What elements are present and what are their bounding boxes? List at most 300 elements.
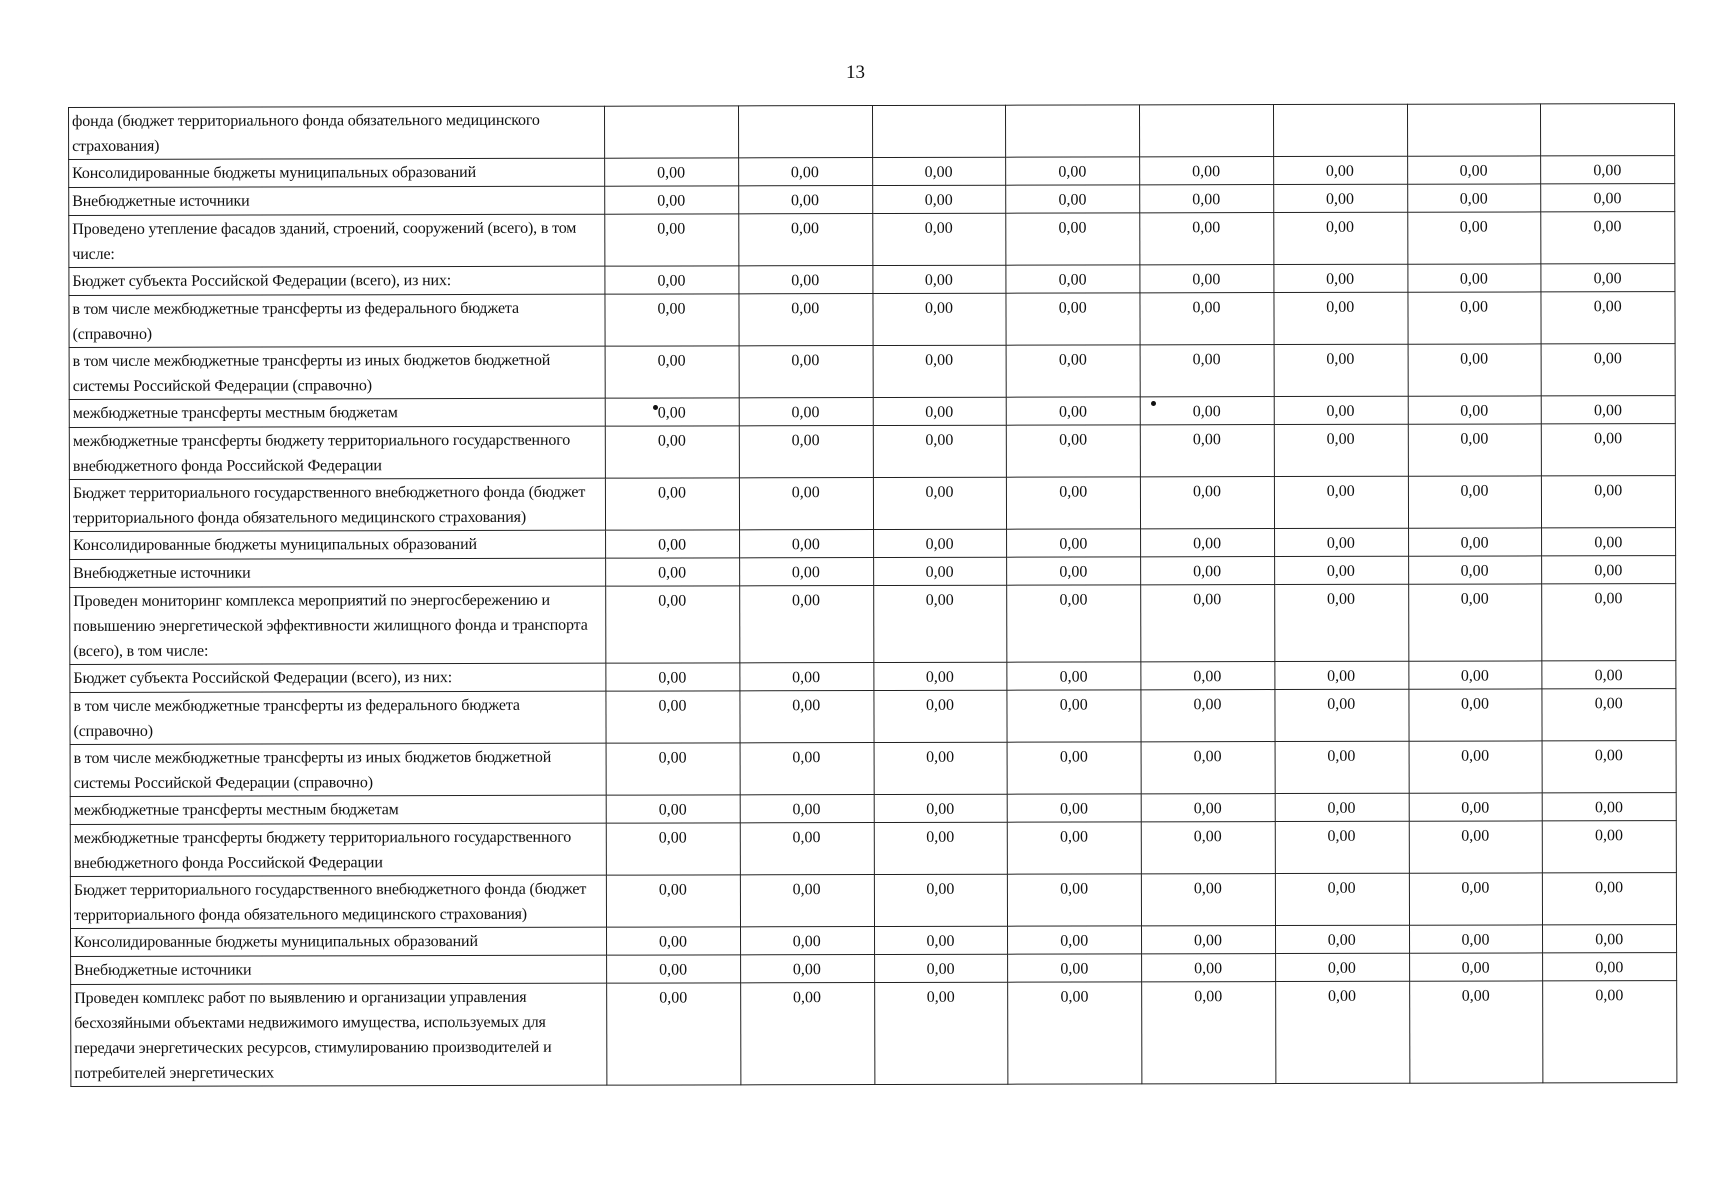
- value-cell: [1541, 212, 1675, 264]
- value-cell: [740, 823, 874, 875]
- value-text: 0,00: [659, 961, 688, 979]
- value-text: 0,00: [658, 592, 687, 610]
- value-cell: [1541, 396, 1675, 424]
- row-label: Консолидированные бюджеты муниципальных образований: [69, 158, 605, 187]
- value-cell: [1408, 661, 1542, 689]
- value-text: 0,00: [1058, 271, 1087, 289]
- value-cell: [605, 158, 739, 186]
- value-cell: [1141, 662, 1275, 690]
- value-text: 0,00: [792, 697, 821, 715]
- value-text: 0,00: [1059, 431, 1088, 449]
- row-label: фонда (бюджет территориального фонда обязательного медицинского страхования): [69, 106, 605, 159]
- value-text: 0,00: [791, 404, 820, 422]
- value-cell: [1274, 212, 1408, 264]
- value-text: 0,00: [1058, 219, 1087, 237]
- value-cell: [1541, 292, 1675, 344]
- value-cell: [1140, 185, 1274, 213]
- value-text: 0,00: [1460, 482, 1489, 500]
- value-cell: [1142, 954, 1276, 982]
- value-cell: [1006, 265, 1140, 293]
- value-text: 0,00: [925, 351, 954, 369]
- value-cell: [1007, 477, 1141, 529]
- budget-table-body: [69, 104, 1677, 1087]
- value-cell: [1008, 822, 1142, 874]
- value-text: 0,00: [1193, 800, 1222, 818]
- value-cell: [1140, 345, 1274, 397]
- value-text: 0,00: [657, 300, 686, 318]
- value-text: 0,00: [1461, 799, 1490, 817]
- page-number: 13: [846, 62, 865, 83]
- value-text: 0,00: [1058, 163, 1087, 181]
- value-text: 0,00: [1459, 298, 1489, 316]
- value-cell: [606, 823, 740, 875]
- value-cell: [738, 158, 872, 186]
- table-row: [70, 584, 1676, 665]
- value-text: 0,00: [926, 932, 955, 950]
- table-row: [71, 953, 1677, 985]
- value-text: 0,00: [1327, 747, 1356, 765]
- value-cell: [1140, 397, 1274, 425]
- value-cell: [874, 742, 1008, 794]
- value-text: 0,00: [1059, 591, 1088, 609]
- row-label: межбюджетные трансферты местным бюджетам: [69, 398, 605, 427]
- value-cell: [1140, 293, 1274, 345]
- value-text: 0,00: [1059, 668, 1088, 686]
- budget-table: [68, 103, 1677, 1087]
- row-label: в том числе межбюджетные трансферты из иных бюджетов бюджетной системы Российской Федерации (справочно): [69, 346, 605, 399]
- value-text: 0,00: [1059, 748, 1088, 766]
- value-text: 0,00: [925, 483, 954, 501]
- row-label: Бюджет субъекта Российской Федерации (всего), из них:: [69, 266, 605, 295]
- value-cell: [740, 983, 874, 1085]
- value-cell: [1275, 821, 1409, 873]
- value-text: 0,00: [1192, 191, 1221, 209]
- row-label: Бюджет территориального государственного внебюджетного фонда (бюджет территориального фонда обязательного медицинского страхования): [69, 478, 605, 531]
- value-cell: [606, 795, 740, 823]
- value-cell: [873, 690, 1007, 742]
- value-cell: [1275, 793, 1409, 821]
- value-text: 0,00: [792, 961, 821, 979]
- value-text: 0,00: [1460, 350, 1489, 368]
- value-cell: [1006, 293, 1140, 345]
- value-text: 0,00: [1595, 931, 1624, 949]
- value-text: 0,00: [1594, 799, 1623, 817]
- table-row: [70, 661, 1676, 693]
- value-text: 0,00: [1192, 483, 1221, 501]
- value-cell: [739, 346, 873, 398]
- value-cell: [1408, 584, 1542, 661]
- value-text: 0,00: [657, 484, 686, 502]
- value-text: 0,00: [1192, 299, 1221, 317]
- value-text: 0,00: [925, 535, 954, 553]
- value-text: 0,00: [1593, 162, 1622, 180]
- value-cell: [605, 398, 739, 426]
- table-row: [70, 821, 1676, 877]
- value-cell: [872, 265, 1006, 293]
- value-cell: [1274, 424, 1408, 476]
- value-text: 0,00: [792, 829, 821, 847]
- value-cell: [740, 927, 874, 955]
- value-cell: [1006, 213, 1140, 265]
- value-cell: [1275, 661, 1409, 689]
- value-text: 0,00: [1192, 271, 1221, 289]
- value-cell: [1141, 557, 1275, 585]
- value-cell: [1409, 953, 1543, 981]
- value-text: 0,00: [1461, 747, 1490, 765]
- value-cell: [739, 398, 873, 426]
- value-text: 0,00: [658, 801, 687, 819]
- value-cell: [739, 586, 873, 663]
- value-text: 0,00: [1325, 162, 1354, 180]
- table-row: [69, 156, 1675, 188]
- value-text: 0,00: [1058, 299, 1087, 317]
- table-row: [70, 528, 1676, 560]
- value-text: 0,00: [659, 933, 688, 951]
- value-cell: [1542, 661, 1676, 689]
- value-text: 0,00: [657, 404, 686, 422]
- value-cell: [1142, 982, 1276, 1084]
- value-text: 0,00: [1594, 590, 1623, 608]
- value-cell: [1275, 741, 1409, 793]
- value-text: 0,00: [1461, 879, 1490, 897]
- value-text: 0,00: [1327, 827, 1356, 845]
- value-cell: [1409, 821, 1543, 873]
- value-cell: [872, 185, 1006, 213]
- value-cell: [1007, 742, 1141, 794]
- value-text: 0,00: [790, 192, 820, 210]
- row-label: Консолидированные бюджеты муниципальных образований: [71, 927, 607, 956]
- value-text: 0,00: [1461, 931, 1490, 949]
- value-cell: [872, 293, 1006, 345]
- value-text: 0,00: [1460, 562, 1489, 580]
- value-cell: [1140, 265, 1274, 293]
- scan-speck: [1151, 401, 1156, 406]
- value-text: 0,00: [1595, 879, 1624, 897]
- value-text: 0,00: [1459, 190, 1488, 208]
- table-row: [70, 689, 1676, 745]
- value-text: 0,00: [1326, 534, 1355, 552]
- value-text: 0,00: [790, 164, 819, 182]
- value-cell: [873, 345, 1007, 397]
- value-cell: [1541, 344, 1675, 396]
- value-cell: [606, 530, 740, 558]
- table-row: [70, 556, 1676, 588]
- value-text: 0,00: [925, 563, 954, 581]
- value-text: 0,00: [791, 484, 820, 502]
- value-cell: [873, 662, 1007, 690]
- value-text: 0,00: [1595, 959, 1624, 977]
- table-row: [69, 424, 1675, 480]
- value-cell: [1007, 690, 1141, 742]
- value-text: 0,00: [1593, 270, 1622, 288]
- value-text: 0,00: [926, 828, 955, 846]
- value-text: 0,00: [1326, 402, 1355, 420]
- table-row: [69, 396, 1675, 428]
- value-cell: [1408, 424, 1542, 476]
- value-text: 0,00: [792, 933, 821, 951]
- value-cell: [1006, 185, 1140, 213]
- value-cell: [739, 214, 873, 266]
- value-text: 0,00: [1327, 959, 1356, 977]
- value-cell: [1273, 156, 1407, 184]
- value-text: 0,00: [1593, 190, 1622, 208]
- value-text: 0,00: [1593, 298, 1622, 316]
- value-text: 0,00: [1193, 535, 1222, 553]
- value-cell: [606, 558, 740, 586]
- value-cell: [1008, 982, 1142, 1084]
- value-text: 0,00: [1461, 987, 1490, 1005]
- value-text: 0,00: [792, 989, 821, 1007]
- value-text: 0,00: [792, 669, 821, 687]
- table-row: [71, 981, 1677, 1087]
- value-cell: [1542, 689, 1676, 741]
- value-cell: [1409, 873, 1543, 925]
- value-text: 0,00: [658, 697, 687, 715]
- value-text: 0,00: [1058, 351, 1087, 369]
- value-cell: [605, 214, 739, 266]
- value-text: 0,00: [1326, 218, 1355, 236]
- row-label: Проведен комплекс работ по выявлению и организации управления бесхозяйными объектами недвижимого имущества, используемых для передачи энергетических ресурсов, стимулированию производителей и потребителей энергетических: [71, 983, 607, 1086]
- value-cell: [607, 927, 741, 955]
- value-cell: [1007, 585, 1141, 662]
- value-cell: [1409, 981, 1543, 1083]
- value-text: 0,00: [925, 403, 954, 421]
- value-cell: [874, 982, 1008, 1084]
- value-cell: [1543, 953, 1677, 981]
- value-text: 0,00: [1326, 562, 1355, 580]
- table-row: [71, 925, 1677, 957]
- value-text: 0,00: [1193, 748, 1222, 766]
- value-cell: [1139, 105, 1273, 157]
- value-cell: [740, 795, 874, 823]
- value-cell: [1141, 794, 1275, 822]
- value-text: 0,00: [1194, 932, 1223, 950]
- table-row: [69, 292, 1675, 348]
- value-cell: [605, 294, 739, 346]
- value-text: 0,00: [1460, 402, 1489, 420]
- value-cell: [1274, 264, 1408, 292]
- value-cell: [1008, 954, 1142, 982]
- value-cell: [607, 983, 741, 1085]
- table-row: [69, 264, 1675, 296]
- value-cell: [1542, 793, 1676, 821]
- value-text: 0,00: [1595, 827, 1624, 845]
- value-text: 0,00: [1460, 695, 1489, 713]
- value-cell: [738, 106, 872, 158]
- value-text: 0,00: [1460, 430, 1489, 448]
- value-text: 0,00: [924, 191, 953, 209]
- value-text: 0,00: [1327, 879, 1356, 897]
- value-cell: [739, 426, 873, 478]
- value-cell: [1543, 981, 1677, 1083]
- value-cell: [1141, 690, 1275, 742]
- row-label: Внебюджетные источники: [71, 955, 607, 984]
- value-text: 0,00: [925, 431, 954, 449]
- row-label: в том числе межбюджетные трансферты из федерального бюджета (справочно): [69, 294, 605, 347]
- value-text: 0,00: [1326, 482, 1355, 500]
- value-cell: [1008, 926, 1142, 954]
- value-cell: [872, 213, 1006, 265]
- value-text: 0,00: [1059, 696, 1088, 714]
- value-cell: [1274, 584, 1408, 661]
- value-text: 0,00: [1326, 590, 1355, 608]
- value-text: 0,00: [924, 271, 953, 289]
- row-label: Консолидированные бюджеты муниципальных образований: [70, 530, 606, 559]
- value-cell: [740, 955, 874, 983]
- scan-speck: [653, 405, 658, 410]
- value-cell: [739, 558, 873, 586]
- value-text: 0,00: [1193, 591, 1222, 609]
- value-cell: [604, 106, 738, 158]
- value-text: 0,00: [659, 989, 688, 1007]
- value-cell: [1407, 292, 1541, 344]
- value-text: 0,00: [1060, 828, 1089, 846]
- value-text: 0,00: [1327, 987, 1356, 1005]
- value-text: 0,00: [658, 749, 687, 767]
- value-text: 0,00: [657, 432, 686, 450]
- value-cell: [739, 266, 873, 294]
- value-cell: [1542, 741, 1676, 793]
- value-cell: [1006, 157, 1140, 185]
- row-label: межбюджетные трансферты бюджету территориального государственного внебюджетного фонда Российской Федерации: [70, 823, 606, 876]
- value-text: 0,00: [1059, 800, 1088, 818]
- value-cell: [739, 478, 873, 530]
- value-cell: [1543, 873, 1677, 925]
- value-cell: [874, 822, 1008, 874]
- row-label: межбюджетные трансферты местным бюджетам: [70, 795, 606, 824]
- value-text: 0,00: [657, 220, 686, 238]
- table-row: [69, 476, 1675, 532]
- value-cell: [606, 691, 740, 743]
- value-text: 0,00: [1460, 534, 1489, 552]
- value-cell: [740, 691, 874, 743]
- value-text: 0,00: [926, 748, 955, 766]
- value-cell: [739, 530, 873, 558]
- value-cell: [1140, 477, 1274, 529]
- value-text: 0,00: [1059, 483, 1088, 501]
- row-label: Внебюджетные источники: [70, 558, 606, 587]
- value-text: 0,00: [791, 432, 820, 450]
- value-cell: [607, 955, 741, 983]
- value-text: 0,00: [657, 192, 686, 210]
- value-cell: [1541, 104, 1675, 156]
- value-cell: [1408, 476, 1542, 528]
- value-text: 0,00: [1325, 190, 1355, 208]
- value-cell: [739, 294, 873, 346]
- value-cell: [1408, 528, 1542, 556]
- value-text: 0,00: [1327, 931, 1356, 949]
- value-cell: [1007, 529, 1141, 557]
- value-text: 0,00: [1193, 828, 1222, 846]
- value-cell: [874, 954, 1008, 982]
- value-cell: [1274, 556, 1408, 584]
- table-row: [69, 212, 1675, 268]
- value-text: 0,00: [1595, 987, 1624, 1005]
- value-text: 0,00: [1326, 350, 1355, 368]
- value-cell: [1007, 425, 1141, 477]
- value-text: 0,00: [658, 829, 687, 847]
- value-cell: [1408, 344, 1542, 396]
- value-text: 0,00: [1594, 430, 1623, 448]
- value-cell: [740, 743, 874, 795]
- value-text: 0,00: [1059, 563, 1088, 581]
- value-cell: [1407, 156, 1541, 184]
- value-text: 0,00: [791, 300, 820, 318]
- value-cell: [873, 425, 1007, 477]
- value-cell: [1140, 213, 1274, 265]
- value-text: 0,00: [791, 220, 820, 238]
- value-text: 0,00: [1594, 667, 1623, 685]
- value-text: 0,00: [1194, 960, 1223, 978]
- value-cell: [1008, 874, 1142, 926]
- value-text: 0,00: [791, 352, 820, 370]
- value-text: 0,00: [924, 299, 954, 317]
- table-row: [70, 741, 1676, 797]
- value-cell: [1408, 396, 1542, 424]
- value-text: 0,00: [792, 881, 821, 899]
- value-cell: [606, 743, 740, 795]
- value-cell: [1541, 264, 1675, 292]
- value-text: 0,00: [658, 669, 687, 687]
- value-cell: [1408, 556, 1542, 584]
- value-text: 0,00: [926, 800, 955, 818]
- value-text: 0,00: [1058, 191, 1087, 209]
- value-cell: [873, 557, 1007, 585]
- value-cell: [1141, 874, 1275, 926]
- value-text: 0,00: [1594, 562, 1623, 580]
- value-text: 0,00: [657, 272, 686, 290]
- value-cell: [1542, 556, 1676, 584]
- value-cell: [605, 186, 739, 214]
- value-text: 0,00: [1193, 668, 1222, 686]
- value-text: 0,00: [1060, 880, 1089, 898]
- value-cell: [1275, 689, 1409, 741]
- value-text: 0,00: [658, 536, 687, 554]
- value-cell: [605, 426, 739, 478]
- value-cell: [606, 663, 740, 691]
- value-cell: [1542, 476, 1676, 528]
- row-label: межбюджетные трансферты бюджету территориального государственного внебюджетного фонда Российской Федерации: [69, 426, 605, 479]
- value-cell: [1541, 184, 1675, 212]
- value-text: 0,00: [1192, 163, 1221, 181]
- value-cell: [1274, 476, 1408, 528]
- value-cell: [1275, 925, 1409, 953]
- value-text: 0,00: [791, 592, 820, 610]
- value-cell: [605, 266, 739, 294]
- value-cell: [605, 478, 739, 530]
- value-text: 0,00: [1326, 298, 1355, 316]
- value-text: 0,00: [1192, 403, 1221, 421]
- value-cell: [605, 346, 739, 398]
- value-text: 0,00: [926, 988, 955, 1006]
- value-cell: [1006, 397, 1140, 425]
- table-row: [70, 793, 1676, 825]
- value-text: 0,00: [1593, 350, 1622, 368]
- value-cell: [1006, 345, 1140, 397]
- value-text: 0,00: [925, 591, 954, 609]
- value-cell: [1274, 528, 1408, 556]
- value-cell: [873, 477, 1007, 529]
- value-text: 0,00: [1327, 695, 1356, 713]
- budget-table-wrapper: [68, 103, 1676, 1087]
- row-label: Проведен мониторинг комплекса мероприятий по энергосбережению и повышению энергетической эффективности жилищного фонда и транспорта (всего), в том числе:: [70, 586, 606, 664]
- row-label: Внебюджетные источники: [69, 186, 605, 215]
- value-cell: [1006, 105, 1140, 157]
- value-cell: [1543, 925, 1677, 953]
- value-text: 0,00: [1193, 696, 1222, 714]
- value-cell: [1541, 156, 1675, 184]
- value-text: 0,00: [926, 960, 955, 978]
